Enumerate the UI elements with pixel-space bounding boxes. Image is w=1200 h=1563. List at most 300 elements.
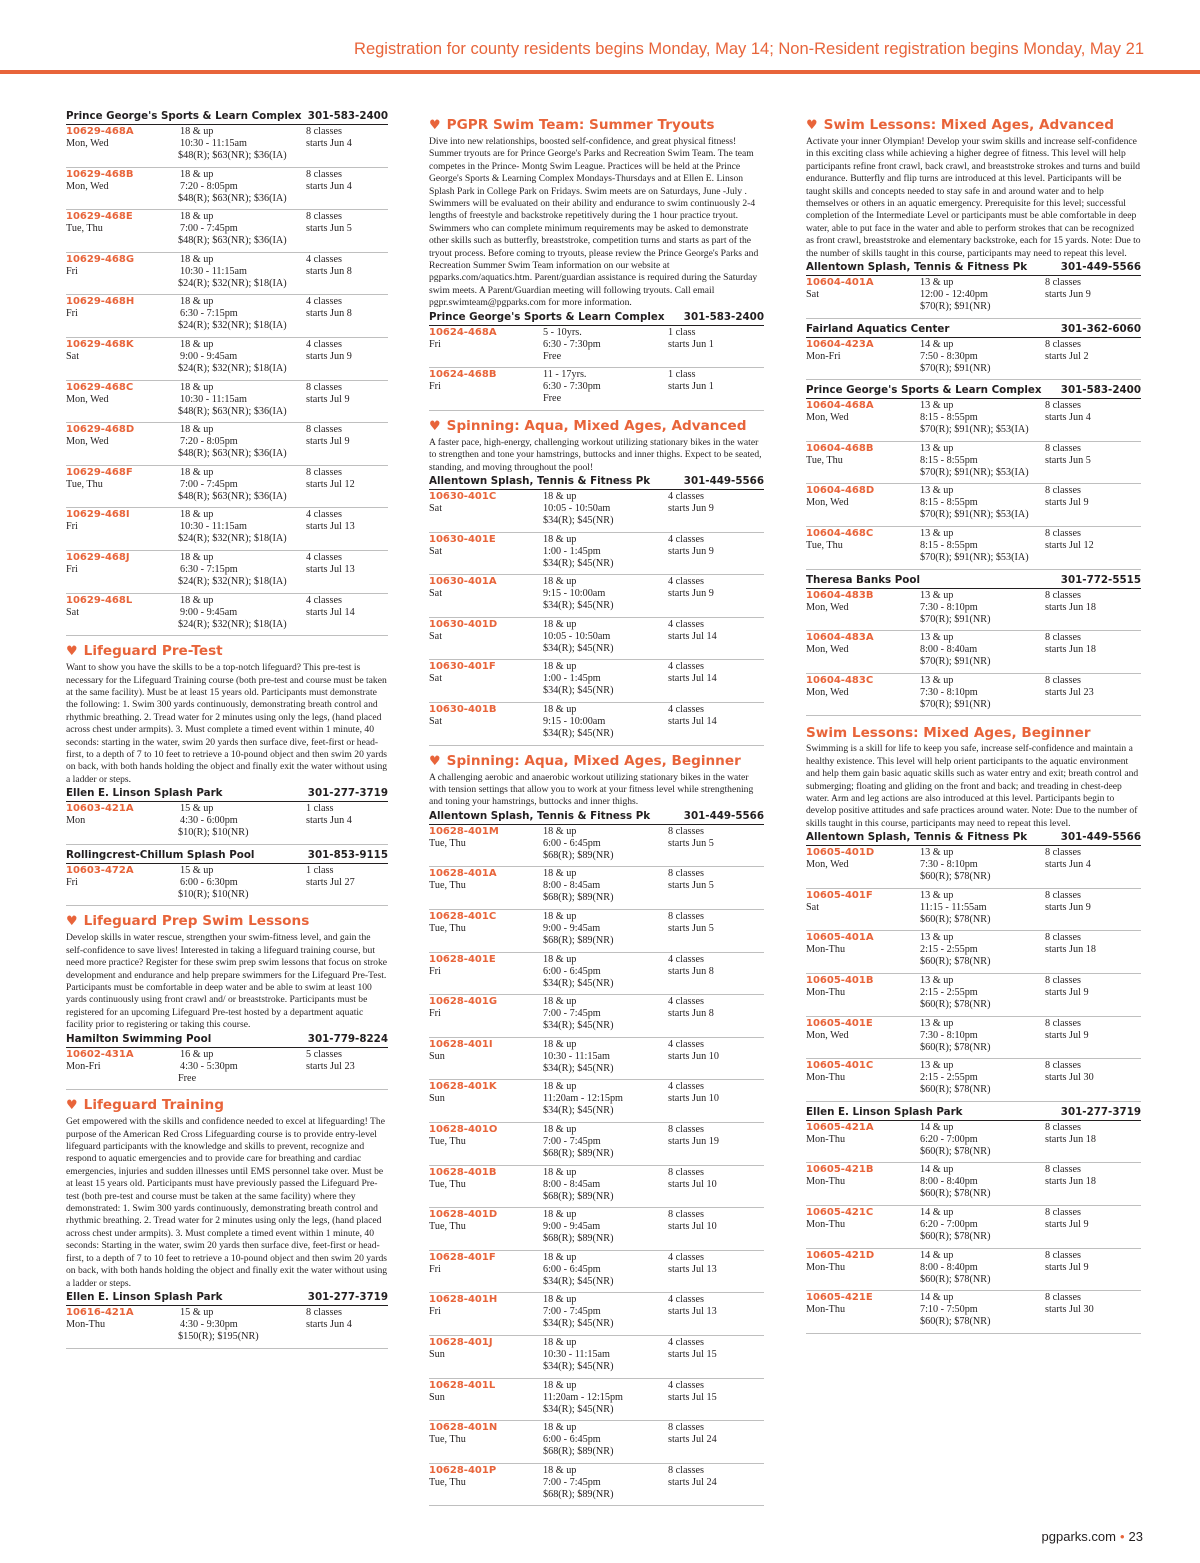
program-title — [66, 642, 388, 661]
location-phone: 301-362-6060 — [1060, 322, 1141, 335]
class-count: 8 classes — [1045, 1060, 1081, 1072]
class-code-link[interactable]: 10628-401K — [429, 1081, 497, 1093]
class-start: starts Jul 13 — [306, 521, 355, 533]
program-title — [429, 752, 764, 771]
class-time: 6:30 - 7:30pm — [543, 381, 601, 393]
class-fee: $24(R); $32(NR); $18(IA) — [178, 533, 287, 545]
class-code-link[interactable]: 10630-401A — [429, 576, 497, 588]
class-code-link[interactable]: 10629-468F — [66, 466, 133, 478]
class-time: 7:30 - 8:10pm — [920, 601, 978, 613]
class-time: 6:20 - 7:00pm — [920, 1219, 978, 1230]
class-code-link[interactable]: 10628-401G — [429, 996, 498, 1008]
class-start: starts Jun 4 — [306, 1318, 352, 1330]
class-age: 18 & up — [180, 211, 214, 223]
class-time: 7:00 - 7:45pm — [543, 1008, 601, 1020]
class-row — [806, 1206, 1141, 1249]
location-header — [66, 787, 388, 802]
class-count: 8 classes — [306, 1306, 342, 1318]
class-start: starts Jun 4 — [306, 138, 352, 149]
class-code-link[interactable]: 10628-401I — [429, 1038, 493, 1050]
class-code-link[interactable]: 10630-401D — [429, 618, 498, 630]
class-time: 7:00 - 7:45pm — [543, 1476, 601, 1488]
class-row — [429, 660, 764, 703]
class-age: 14 & up — [920, 1249, 954, 1261]
class-start: starts Jul 27 — [306, 876, 355, 888]
class-days: Tue, Thu — [429, 837, 466, 849]
class-row — [429, 490, 764, 533]
class-code-link[interactable]: 10628-401L — [429, 1379, 496, 1391]
location-phone: 301-449-5566 — [683, 809, 764, 822]
class-age: 13 & up — [920, 847, 954, 859]
class-code-link[interactable]: 10628-401D — [429, 1209, 498, 1221]
location-name: Allentown Splash, Tennis & Fitness Pk — [429, 809, 651, 822]
class-start: starts Jul 30 — [1045, 1304, 1094, 1316]
class-start: starts Jul 2 — [1045, 350, 1089, 362]
class-code-link[interactable]: 10605-421B — [806, 1164, 874, 1176]
class-code-link[interactable]: 10630-401F — [429, 661, 496, 673]
class-code-link[interactable]: 10603-472A — [66, 864, 134, 876]
class-code-link[interactable]: 10628-401E — [429, 953, 496, 965]
class-code-link[interactable]: 10629-468I — [66, 509, 130, 521]
class-code-link[interactable]: 10604-468A — [806, 400, 874, 412]
class-age: 18 & up — [543, 1422, 577, 1434]
footer-site: pgparks.com — [1041, 1529, 1116, 1544]
class-count: 8 classes — [1045, 1121, 1081, 1133]
class-code-link[interactable]: 10628-401N — [429, 1422, 498, 1434]
class-days: Fri — [429, 338, 441, 350]
class-age: 18 & up — [543, 825, 577, 837]
class-days: Mon-Thu — [806, 987, 846, 999]
class-fee: $70(R); $91(NR); $53(IA) — [920, 466, 1029, 478]
class-code-link[interactable]: 10628-401H — [429, 1294, 498, 1306]
class-start: starts Jun 18 — [1045, 944, 1096, 956]
class-code-link[interactable]: 10605-401E — [806, 1017, 873, 1029]
class-days: Tue, Thu — [429, 880, 466, 892]
class-row — [429, 1123, 764, 1166]
class-age: 13 & up — [920, 674, 954, 686]
class-row — [806, 1121, 1141, 1164]
class-count: 8 classes — [1045, 400, 1081, 412]
class-row — [429, 825, 764, 868]
program-title-text: Lifeguard Training — [83, 1097, 224, 1114]
class-code-link[interactable]: 10629-468E — [66, 211, 133, 223]
class-code-link[interactable]: 10629-468A — [66, 126, 134, 137]
location-block — [429, 475, 764, 746]
class-fee: $70(R); $91(NR) — [920, 362, 991, 374]
class-count: 8 classes — [668, 825, 704, 837]
program-title-text: Swim Lessons: Mixed Ages, Beginner — [806, 725, 1091, 742]
class-time: 8:00 - 8:40pm — [920, 1176, 978, 1188]
class-age: 18 & up — [543, 1294, 577, 1306]
program-description: A challenging aerobic and anaerobic workout utilizing stationary bikes in the water with tension settings that allow you to work at your fitness level while strengthening and toning your hamstrings, buttocks and inner thighs. — [429, 771, 754, 808]
class-code-link[interactable]: 10602-431A — [66, 1048, 134, 1060]
class-count: 1 class — [668, 326, 696, 338]
class-code-link[interactable]: 10629-468G — [66, 253, 135, 265]
class-time: 7:50 - 8:30pm — [920, 350, 978, 362]
class-code-link[interactable]: 10629-468B — [66, 168, 134, 180]
class-start: starts Jul 23 — [1045, 686, 1094, 698]
class-days: Sat — [429, 630, 443, 642]
class-fee: Free — [543, 350, 562, 362]
class-code-link[interactable]: 10624-468A — [429, 326, 497, 338]
class-code-link[interactable]: 10629-468C — [66, 381, 134, 393]
class-start: starts Jul 9 — [306, 436, 350, 448]
class-code-link[interactable]: 10629-468H — [66, 296, 135, 308]
class-code-link[interactable]: 10605-421A — [806, 1121, 874, 1133]
class-start: starts Jun 18 — [1045, 1133, 1096, 1145]
class-count: 4 classes — [668, 576, 704, 588]
class-count: 8 classes — [668, 1124, 704, 1136]
location-phone: 301-772-5515 — [1060, 573, 1141, 586]
class-row — [429, 1421, 764, 1464]
program-section — [66, 642, 388, 906]
class-count: 8 classes — [668, 911, 704, 923]
class-count: 8 classes — [1045, 589, 1081, 601]
class-start: starts Jun 5 — [306, 223, 352, 235]
class-row — [806, 442, 1141, 485]
location-phone: 301-449-5566 — [683, 475, 764, 488]
class-count: 8 classes — [1045, 674, 1081, 686]
class-age: 18 & up — [543, 911, 577, 923]
location-header — [806, 831, 1141, 846]
program-title — [66, 1096, 388, 1115]
location-block — [806, 831, 1141, 1102]
class-start: starts Jun 9 — [1045, 289, 1091, 301]
location-name: Allentown Splash, Tennis & Fitness Pk — [806, 261, 1028, 274]
class-fee: $48(R); $63(NR); $36(IA) — [178, 405, 287, 417]
class-count: 1 class — [306, 803, 334, 815]
class-age: 18 & up — [180, 168, 214, 180]
class-code-link[interactable]: 10605-401F — [806, 889, 873, 901]
class-age: 16 & up — [180, 1048, 214, 1060]
location-phone: 301-583-2400 — [307, 110, 388, 122]
location-block — [429, 810, 764, 1507]
class-time: 7:00 - 7:45pm — [543, 1136, 601, 1148]
location-phone: 301-277-3719 — [307, 1290, 388, 1303]
class-code-link[interactable]: 10605-421E — [806, 1292, 873, 1304]
class-fee: $34(R); $45(NR) — [543, 1403, 614, 1415]
class-time: 7:20 - 8:05pm — [180, 180, 238, 192]
class-fee: $60(R); $78(NR) — [920, 1084, 991, 1096]
class-time: 4:30 - 9:30pm — [180, 1318, 238, 1330]
location-header — [66, 1033, 388, 1048]
class-row — [66, 802, 388, 845]
class-code-link[interactable]: 10605-421C — [806, 1207, 874, 1218]
program-section — [66, 110, 388, 636]
class-start: starts Jun 5 — [668, 837, 714, 849]
class-count: 8 classes — [1045, 932, 1081, 944]
class-code-link[interactable]: 10628-401F — [429, 1251, 496, 1263]
class-age: 18 & up — [180, 466, 214, 478]
class-count: 4 classes — [306, 253, 342, 265]
class-days: Fri — [429, 1306, 441, 1318]
class-age: 13 & up — [920, 1017, 954, 1029]
class-row — [429, 953, 764, 996]
location-block — [66, 1291, 388, 1349]
class-code-link[interactable]: 10604-401A — [806, 277, 874, 289]
class-time: 7:30 - 8:10pm — [920, 686, 978, 698]
program-title-text: Lifeguard Pre-Test — [83, 643, 223, 660]
class-time: 9:15 - 10:00am — [543, 588, 606, 600]
class-start: starts Jun 19 — [668, 1136, 719, 1148]
class-code-link[interactable]: 10630-401E — [429, 533, 496, 545]
class-fee: $48(R); $63(NR); $36(IA) — [178, 192, 287, 204]
class-days: Fri — [429, 381, 441, 393]
class-time: 4:30 - 6:00pm — [180, 815, 238, 827]
class-age: 13 & up — [920, 889, 954, 901]
class-fee: $34(R); $45(NR) — [543, 1062, 614, 1074]
class-count: 4 classes — [668, 1337, 704, 1348]
class-start: starts Jul 9 — [1045, 497, 1089, 509]
class-count: 8 classes — [1045, 277, 1081, 289]
location-name: Allentown Splash, Tennis & Fitness Pk — [806, 831, 1028, 844]
location-block — [806, 574, 1141, 717]
program-section — [66, 1096, 388, 1348]
class-time: 6:30 - 7:15pm — [180, 308, 238, 320]
class-age: 18 & up — [543, 1209, 577, 1221]
class-start: starts Jun 9 — [668, 503, 714, 515]
class-time: 9:00 - 9:45am — [180, 350, 238, 362]
class-age: 18 & up — [543, 1464, 577, 1476]
class-row — [429, 1336, 764, 1379]
class-days: Mon, Wed — [806, 686, 849, 698]
class-row — [66, 864, 388, 907]
class-time: 6:00 - 6:45pm — [543, 1263, 601, 1275]
class-fee: $68(R); $89(NR) — [543, 1488, 614, 1500]
class-days: Sun — [429, 1050, 445, 1062]
class-code-link[interactable]: 10605-401B — [806, 975, 874, 987]
class-age: 18 & up — [543, 661, 577, 673]
class-fee: $24(R); $32(NR); $18(IA) — [178, 575, 287, 587]
class-count: 8 classes — [306, 466, 342, 478]
class-count: 4 classes — [668, 1251, 704, 1263]
class-fee: $34(R); $45(NR) — [543, 685, 614, 697]
class-count: 4 classes — [668, 996, 704, 1008]
location-name: Hamilton Swimming Pool — [66, 1032, 212, 1045]
location-name: Rollingcrest-Chillum Splash Pool — [66, 848, 255, 861]
class-count: 4 classes — [306, 509, 342, 521]
class-row — [806, 631, 1141, 674]
class-age: 13 & up — [920, 589, 954, 601]
class-code-link[interactable]: 10628-401M — [429, 825, 499, 837]
class-age: 18 & up — [543, 491, 577, 503]
class-fee: $48(R); $63(NR); $36(IA) — [178, 150, 287, 161]
program-title-text: Spinning: Aqua, Mixed Ages, Beginner — [446, 752, 741, 769]
class-start: starts Jun 5 — [668, 923, 714, 935]
class-age: 14 & up — [920, 1164, 954, 1176]
class-code-link[interactable]: 10604-468D — [806, 485, 875, 497]
class-start: starts Jul 13 — [668, 1263, 717, 1275]
class-days: Tue, Thu — [429, 923, 466, 935]
class-code-link[interactable]: 10605-401C — [806, 1060, 874, 1072]
location-phone: 301-853-9115 — [307, 848, 388, 861]
class-days: Mon-Thu — [806, 1304, 846, 1316]
class-time: 12:00 - 12:40pm — [920, 289, 988, 301]
class-code-link[interactable]: 10604-468B — [806, 442, 874, 454]
class-start: starts Jul 14 — [668, 716, 717, 728]
class-code-link[interactable]: 10603-421A — [66, 803, 134, 815]
class-fee: $24(R); $32(NR); $18(IA) — [178, 618, 287, 630]
program-title — [66, 912, 388, 931]
class-start: starts Jun 9 — [1045, 901, 1091, 913]
class-code-link[interactable]: 10630-401C — [429, 491, 497, 503]
class-start: starts Jul 24 — [668, 1476, 717, 1488]
class-start: starts Jun 4 — [306, 815, 352, 827]
location-phone: 301-779-8224 — [307, 1032, 388, 1045]
class-code-link[interactable]: 10616-421A — [66, 1306, 134, 1318]
program-section — [806, 116, 1141, 716]
class-code-link[interactable]: 10628-401C — [429, 911, 497, 923]
class-row — [806, 1059, 1141, 1102]
class-fee: $68(R); $89(NR) — [543, 1148, 614, 1160]
class-age: 13 & up — [920, 400, 954, 412]
class-fee: $10(R); $10(NR) — [178, 888, 249, 900]
location-header — [806, 323, 1141, 338]
heart-icon: ♥ — [66, 914, 78, 930]
heart-icon: ♥ — [806, 118, 818, 133]
class-days: Tue, Thu — [66, 478, 103, 490]
location-name: Theresa Banks Pool — [806, 573, 920, 586]
class-code-link[interactable]: 10629-468J — [66, 551, 130, 563]
class-row — [429, 1208, 764, 1251]
class-fee: $60(R); $78(NR) — [920, 1231, 991, 1242]
class-time: 7:30 - 8:10pm — [920, 859, 978, 871]
class-row — [429, 618, 764, 661]
class-days: Sat — [429, 673, 443, 685]
class-age: 18 & up — [543, 533, 577, 545]
program-section — [429, 752, 764, 1507]
class-code-link[interactable]: 10630-401B — [429, 704, 497, 716]
location-header — [806, 574, 1141, 589]
class-code-link[interactable]: 10604-423A — [806, 338, 874, 350]
class-row — [429, 867, 764, 910]
class-fee: $34(R); $45(NR) — [543, 1318, 614, 1330]
class-code-link[interactable]: 10628-401A — [429, 868, 497, 880]
class-time: 6:00 - 6:45pm — [543, 965, 601, 977]
class-start: starts Jun 18 — [1045, 1176, 1096, 1188]
class-code-link[interactable]: 10628-401P — [429, 1464, 497, 1476]
class-start: starts Jul 15 — [668, 1349, 717, 1360]
class-count: 4 classes — [668, 953, 704, 965]
class-days: Mon-Thu — [806, 1133, 846, 1145]
class-start: starts Jul 12 — [306, 478, 355, 490]
class-code-link[interactable]: 10624-468B — [429, 369, 497, 381]
class-fee: $68(R); $89(NR) — [543, 935, 614, 947]
class-start: starts Jun 8 — [668, 1008, 714, 1020]
class-code-link[interactable]: 10628-401O — [429, 1124, 498, 1136]
class-count: 8 classes — [306, 381, 342, 393]
class-count: 4 classes — [668, 491, 704, 503]
class-fee: $68(R); $89(NR) — [543, 892, 614, 904]
class-time: 7:30 - 8:10pm — [920, 1029, 978, 1041]
location-header — [806, 1106, 1141, 1121]
class-row — [429, 1464, 764, 1507]
class-code-link[interactable]: 10604-483C — [806, 674, 874, 686]
class-code-link[interactable]: 10629-468D — [66, 424, 135, 436]
page-footer — [1042, 1529, 1143, 1544]
class-code-link[interactable]: 10628-401B — [429, 1166, 497, 1178]
class-code-link[interactable]: 10629-468L — [66, 594, 133, 606]
class-time: 10:05 - 10:50am — [543, 503, 611, 515]
class-row — [806, 974, 1141, 1017]
program-description: A faster pace, high-energy, challenging workout utilizing stationary bikes in the water to strengthen and tone your hamstrings, buttocks and inner thighs. Expect to be seated, standing, and moving throughout the pool! — [429, 436, 762, 473]
program-title-text: Swim Lessons: Mixed Ages, Advanced — [823, 117, 1114, 133]
class-code-link[interactable]: 10629-468K — [66, 338, 134, 350]
class-count: 1 class — [668, 369, 696, 381]
class-fee: $68(R); $89(NR) — [543, 1190, 614, 1202]
class-row — [429, 368, 764, 411]
class-code-link[interactable]: 10628-401J — [429, 1337, 493, 1348]
class-days: Sat — [66, 350, 80, 362]
location-block — [66, 1033, 388, 1091]
class-start: starts Jun 10 — [668, 1050, 719, 1062]
class-fee: $34(R); $45(NR) — [543, 1020, 614, 1032]
class-start: starts Jun 5 — [1045, 454, 1091, 466]
class-count: 8 classes — [668, 1464, 704, 1476]
class-age: 14 & up — [920, 1121, 954, 1133]
class-fee: $34(R); $45(NR) — [543, 515, 614, 527]
class-days: Fri — [66, 876, 78, 888]
class-days: Mon, Wed — [66, 436, 109, 448]
class-days: Fri — [66, 563, 78, 575]
class-start: starts Jul 10 — [668, 1178, 717, 1190]
class-days: Fri — [66, 521, 78, 533]
class-start: starts Jun 18 — [1045, 644, 1096, 656]
class-count: 8 classes — [668, 1166, 704, 1178]
class-code-link[interactable]: 10604-468C — [806, 528, 874, 540]
class-row — [66, 295, 388, 338]
class-row — [806, 1249, 1141, 1292]
class-row — [429, 995, 764, 1038]
class-count: 8 classes — [1045, 1017, 1081, 1029]
class-code-link[interactable]: 10605-421D — [806, 1249, 875, 1261]
class-row — [429, 1251, 764, 1294]
class-age: 13 & up — [920, 528, 954, 540]
class-days: Sun — [429, 1093, 445, 1105]
class-fee: $34(R); $45(NR) — [543, 1105, 614, 1117]
class-count: 8 classes — [1045, 485, 1081, 497]
class-days: Mon, Wed — [66, 393, 109, 405]
class-row — [66, 168, 388, 211]
class-start: starts Jul 14 — [668, 630, 717, 642]
class-row — [429, 1293, 764, 1336]
column-3 — [806, 110, 1141, 1338]
class-code-link[interactable]: 10605-401A — [806, 932, 874, 944]
class-fee: $60(R); $78(NR) — [920, 1316, 991, 1328]
class-code-link[interactable]: 10604-483B — [806, 589, 874, 601]
class-fee: $34(R); $45(NR) — [543, 1275, 614, 1287]
class-fee: $48(R); $63(NR); $36(IA) — [178, 448, 287, 460]
class-age: 18 & up — [180, 509, 214, 521]
class-days: Mon, Wed — [806, 412, 849, 424]
class-days: Mon-Thu — [66, 1318, 106, 1330]
class-days: Sat — [429, 545, 443, 557]
class-days: Fri — [429, 965, 441, 977]
class-days: Mon-Thu — [806, 1176, 846, 1188]
class-fee: $70(R); $91(NR) — [920, 698, 991, 710]
class-time: 11:20am - 12:15pm — [543, 1391, 623, 1403]
class-days: Mon, Wed — [806, 497, 849, 509]
location-name: Prince George's Sports & Learn Complex — [806, 384, 1042, 397]
class-age: 14 & up — [920, 1207, 954, 1218]
class-age: 14 & up — [920, 1292, 954, 1304]
column-1 — [66, 110, 388, 1353]
class-code-link[interactable]: 10604-483A — [806, 632, 874, 644]
class-fee: $24(R); $32(NR); $18(IA) — [178, 320, 287, 332]
class-code-link[interactable]: 10605-401D — [806, 847, 875, 859]
class-time: 6:00 - 6:30pm — [180, 876, 238, 888]
class-days: Sun — [429, 1391, 445, 1403]
